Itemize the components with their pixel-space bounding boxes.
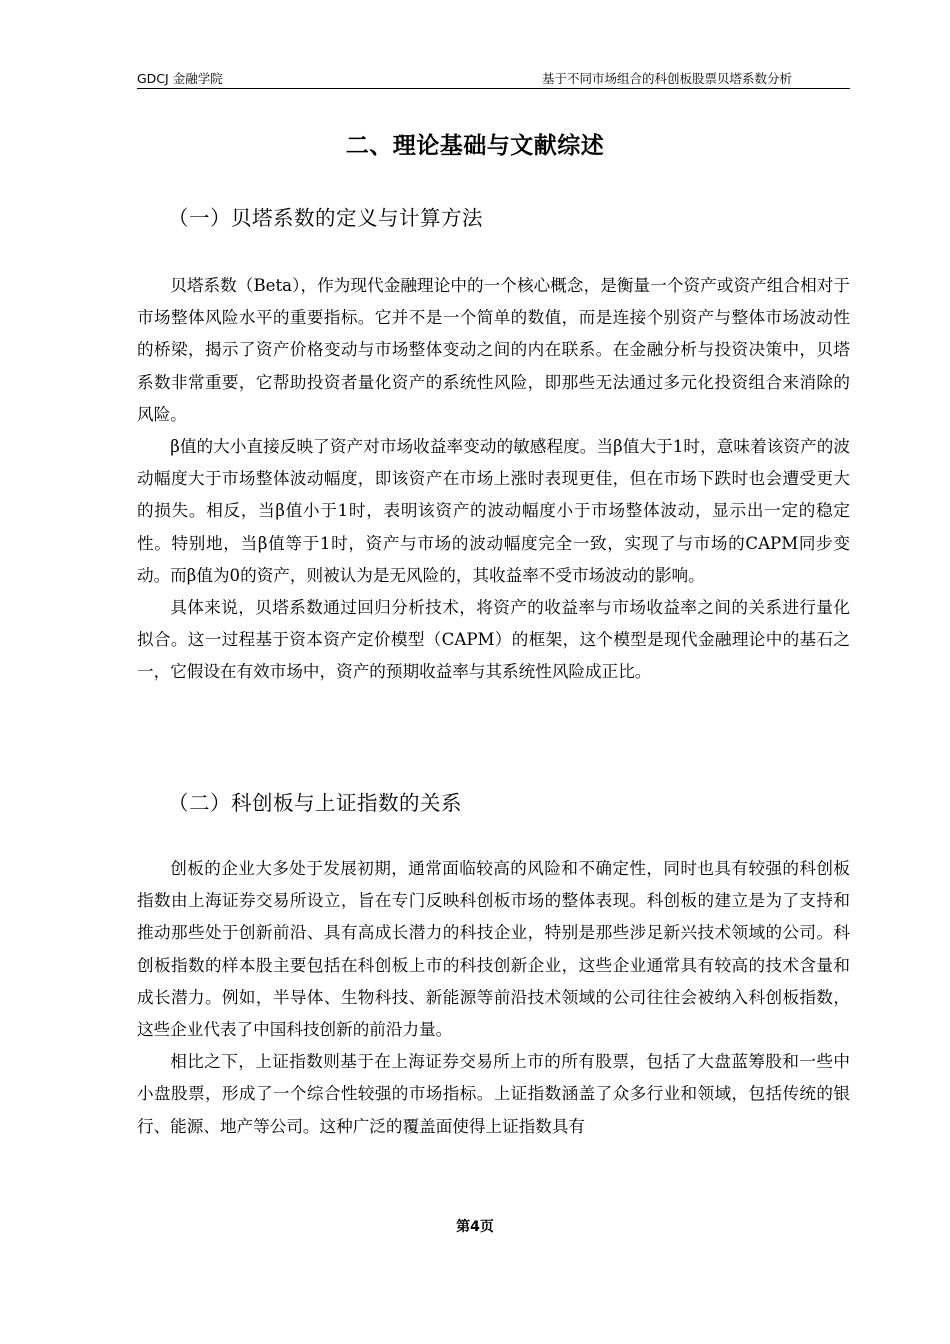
header-paper-title: 基于不同市场组合的科创板股票贝塔系数分析 bbox=[541, 71, 792, 86]
paragraph: 具体来说，贝塔系数通过回归分析技术，将资产的收益率与市场收益率之间的关系进行量化拟合。这一过程基于资本资产定价模型（CAPM）的框架，这个模型是现代金融理论中的基石之一，它假设在有效市场中，资产的预期收益率与其系统性风险成正比。 bbox=[137, 598, 850, 682]
page-number: 第4页 bbox=[456, 1219, 494, 1235]
chapter-title: 二、理论基础与文献综述 bbox=[345, 133, 605, 159]
section-2-body bbox=[137, 853, 850, 1143]
paragraph: 贝塔系数（Beta），作为现代金融理论中的一个核心概念，是衡量一个资产或资产组合相对于市场整体风险水平的重要指标。它并不是一个简单的数值，而是连接个别资产与整体市场波动性的桥梁，揭示了资产价格变动与市场整体变动之间的内在联系。在金融分析与投资决策中，贝塔系数非常重要，它帮助投资者量化资产的系统性风险，即那些无法通过多元化投资组合来消除的风险。 bbox=[137, 276, 850, 424]
page-header bbox=[137, 68, 850, 89]
header-institution: GDCJ 金融学院 bbox=[137, 71, 223, 86]
section-heading-2: （二）科创板与上证指数的关系 bbox=[168, 791, 462, 815]
paragraph: 创板的企业大多处于发展初期，通常面临较高的风险和不确定性，同时也具有较强的科创板指数由上海证券交易所设立，旨在专门反映科创板市场的整体表现。科创板的建立是为了支持和推动那些处于创新前沿、具有高成长潜力的科技企业，特别是那些涉足新兴技术领域的公司。科创板指数的样本股主要包括在科创板上市的科技创新企业，这些企业通常具有较高的技术含量和成长潜力。例如，半导体、生物科技、新能源等前沿技术领域的公司往往会被纳入科创板指数，这些企业代表了中国科技创新的前沿力量。 bbox=[137, 859, 850, 1040]
section-heading-1: （一）贝塔系数的定义与计算方法 bbox=[168, 206, 483, 230]
paragraph: β值的大小直接反映了资产对市场收益率变动的敏感程度。当β值大于1时，意味着该资产的波动幅度大于市场整体波动幅度，即该资产在市场上涨时表现更佳，但在市场下跌时也会遭受更大的损失。相反，当β值小于1时，表明该资产的波动幅度小于市场整体波动，显示出一定的稳定性。特别地，当β值等于1时，资产与市场的波动幅度完全一致，实现了与市场的CAPM同步变动。而β值为0的资产，则被认为是无风险的，其收益率不受市场波动的影响。 bbox=[137, 437, 850, 585]
section-1-body bbox=[137, 270, 850, 689]
paragraph: 相比之下，上证指数则基于在上海证券交易所上市的所有股票，包括了大盘蓝筹股和一些中小盘股票，形成了一个综合性较强的市场指标。上证指数涵盖了众多行业和领域，包括传统的银行、能源、地产等公司。这种广泛的覆盖面使得上证指数具有 bbox=[137, 1052, 850, 1136]
